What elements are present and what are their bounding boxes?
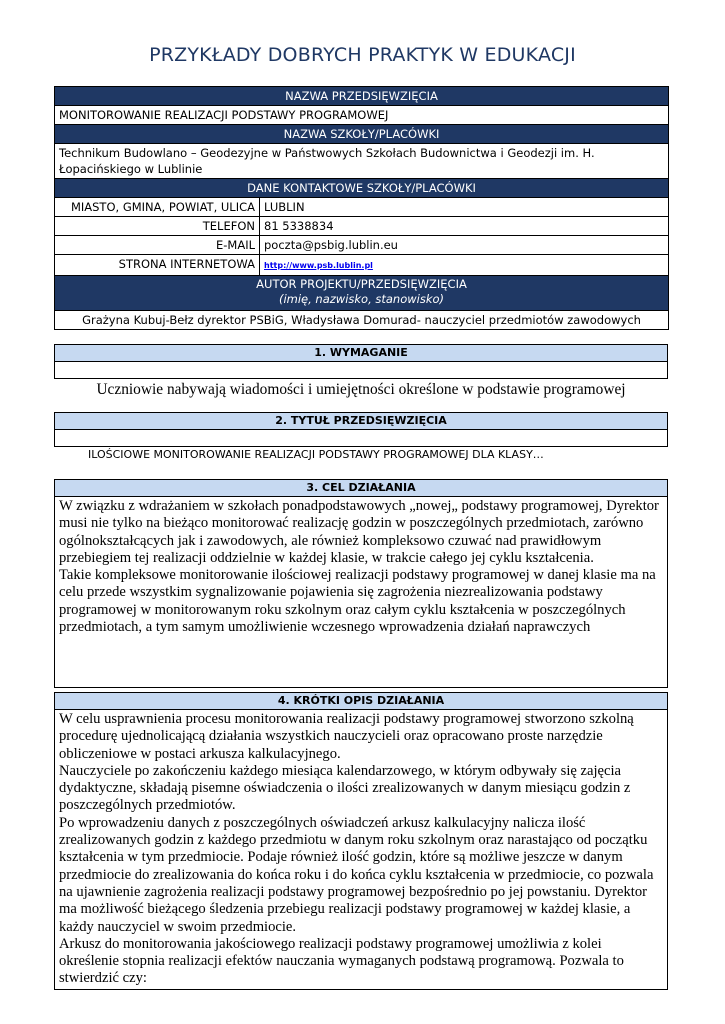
section-3-paragraph-1: W związku z wdrażaniem w szkołach ponadpodstawowych „nowej„ podstawy programowej, Dyrektor musi nie tylko na bieżąco monitorować realizację godzin w poszczególnych przedmiotach, zarówno ogólnokształcących jak i zawodowych, ale również kompleksowo czuwać nad prawidłowym przebiegiem tej realizacji oddzielnie w każdej klasie, w trakcie całego jej cyklu kształcenia. xyxy=(59,498,659,566)
section-2-table xyxy=(54,412,668,447)
phone-label: TELEFON xyxy=(55,217,260,236)
school-name: Technikum Budowlano – Geodezyjne w Państwowych Szkołach Budownictwa i Geodezji im. H. Łopacińskiego w Lublinie xyxy=(55,144,669,179)
section-3-table xyxy=(54,479,668,688)
section-3-paragraph-2: Takie kompleksowe monitorowanie ilościowej realizacji podstawy programowej w danej klasie ma na celu przede wszystkim sygnalizowanie pojawienia się zagrożenia niezrealizowania podstawy programowej w monitorowanym roku szkolnym oraz całym cyklu kształcenia w poszczególnych przedmiotach, a tym samym umożliwienie wczesnego wprowadzenia działań naprawczych xyxy=(59,567,656,636)
phone-value: 81 5338834 xyxy=(260,217,669,236)
section-2-text: ILOŚCIOWE MONITOROWANIE REALIZACJI PODSTAWY PROGRAMOWEJ DLA KLASY… xyxy=(88,448,544,461)
author-header-subtitle: (imię, nazwisko, stanowisko) xyxy=(278,292,445,306)
section-1-table xyxy=(54,344,668,379)
section-4-paragraph-1: W celu usprawnienia procesu monitorowania realizacji podstawy programowej stworzono szkolną procedurę ujednolicającą działania wszystkich nauczycieli oraz opracowano proste narzędzie obliczeniowe w postaci arkusza kalkulacyjnego. xyxy=(59,711,634,762)
section-2-header: 2. TYTUŁ PRZEDSIĘWZIĘCIA xyxy=(55,413,668,430)
email-value: poczta@psbig.lublin.eu xyxy=(260,236,669,255)
section-4-table xyxy=(54,692,668,990)
project-name: MONITOROWANIE REALIZACJI PODSTAWY PROGRAMOWEJ xyxy=(55,106,669,125)
section-1-header: 1. WYMAGANIE xyxy=(55,345,668,362)
school-header: NAZWA SZKOŁY/PLACÓWKI xyxy=(55,125,669,144)
section-4-paragraph-2: Nauczyciele po zakończeniu każdego miesiąca kalendarzowego, w którym odbywały się zajęcia dydaktyczne, składają pisemne oświadczenia o ilości zrealizowanych w danym miesiącu godzin z poszczególnych przedmiotów. xyxy=(59,762,631,814)
section-4-paragraph-3: Po wprowadzeniu danych z poszczególnych oświadczeń arkusz kalkulacyjny nalicza ilość zrealizowanych godzin z każdego przedmiotu w danym roku szkolnym oraz narastająco od początku kształcenia w tym przedmiocie. Podaje również ilość godzin, które są możliwe jeszcze w danym przedmiocie do zrealizowania do końca roku i do końca cyklu kształcenia w przedmiocie, co pozwala na ujawnienie zagrożenia realizacji podstawy programowej bezpośrednio po jej powstaniu. Dyrektor ma możliwość bieżącego śledzenia przebiegu realizacji podstawy programowej w każdej klasie, a każdy nauczyciel w swoim przedmiocie. xyxy=(59,814,654,935)
section-3-header: 3. CEL DZIAŁANIA xyxy=(55,480,668,497)
website-label: STRONA INTERNETOWA xyxy=(55,255,260,276)
author-header-title: AUTOR PROJEKTU/PRZEDSIĘWZIĘCIA xyxy=(256,277,467,291)
author-value: Grażyna Kubuj-Bełz dyrektor PSBiG, Władysława Domurad- nauczyciel przedmiotów zawodowych xyxy=(55,311,669,330)
email-label: E-MAIL xyxy=(55,236,260,255)
info-table xyxy=(54,86,669,330)
section-4-body xyxy=(55,710,668,990)
section-4-header: 4. KRÓTKI OPIS DZIAŁANIA xyxy=(55,693,668,710)
city-value: LUBLIN xyxy=(260,198,669,217)
page-title: PRZYKŁADY DOBRYCH PRAKTYK W EDUKACJI xyxy=(149,44,576,66)
section-2-empty-row xyxy=(55,430,668,447)
city-label: MIASTO, GMINA, POWIAT, ULICA xyxy=(55,198,260,217)
section-1-text: Uczniowie nabywają wiadomości i umiejętności określone w podstawie programowej xyxy=(96,381,626,398)
name-header: NAZWA PRZEDSIĘWZIĘCIA xyxy=(55,87,669,106)
section-3-body xyxy=(55,497,668,688)
section-4-paragraph-4: Arkusz do monitorowania jakościowego realizacji podstawy programowej umożliwia z kolei określenie stopnia realizacji efektów nauczania wymaganych podstawą programową. Pozwala to stwierdzić czy: xyxy=(59,935,624,987)
contact-header: DANE KONTAKTOWE SZKOŁY/PLACÓWKI xyxy=(55,179,669,198)
website-link[interactable]: http://www.psb.lublin.pl xyxy=(264,261,373,270)
section-1-empty-row xyxy=(55,362,668,379)
author-header xyxy=(55,276,669,311)
